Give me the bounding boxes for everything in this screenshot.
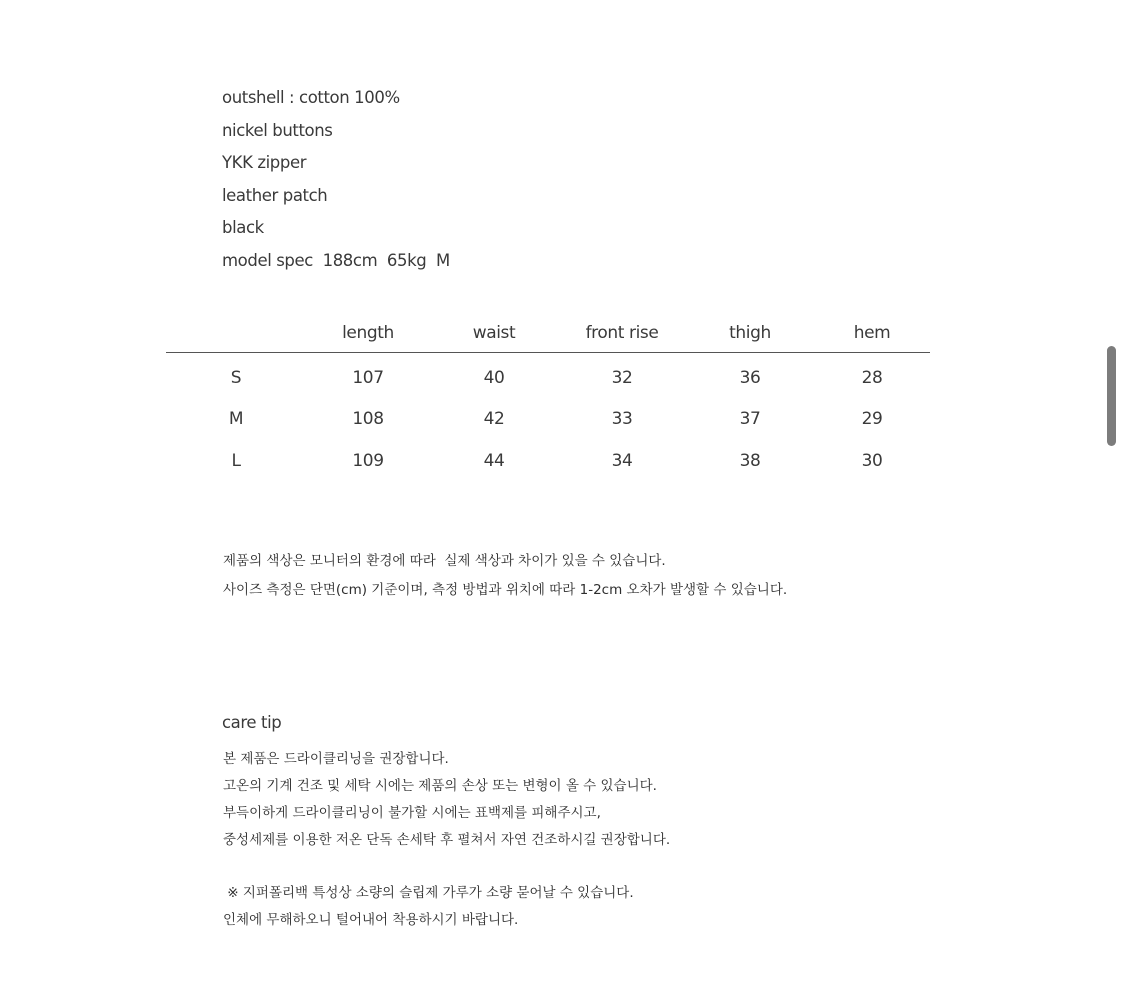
spec-patch: leather patch <box>222 185 328 205</box>
size-notice-text: 사이즈 측정은 단면(cm) 기준이며, 측정 방법과 위치에 따라 1-2cm 오차가 발생할 수 있습니다. <box>223 582 788 598</box>
size-label-cell: L <box>231 450 241 471</box>
front-rise-column-header: front rise <box>558 316 686 353</box>
front-rise-cell: 32 <box>611 367 633 388</box>
size-table-header-row <box>166 316 930 353</box>
spec-zipper: YKK zipper <box>222 153 307 172</box>
size-label-cell: S <box>230 367 242 388</box>
care-line: 고온의 기계 건조 및 세탁 시에는 제품의 손상 또는 변형이 올 수 있습니다. <box>223 778 657 794</box>
size-chart-table <box>166 316 930 482</box>
spec-buttons: nickel buttons <box>222 120 333 140</box>
scrollbar-thumb[interactable] <box>1107 346 1116 446</box>
front-rise-cell: 33 <box>611 409 633 430</box>
table-row <box>166 399 930 441</box>
waist-column-header: waist <box>430 316 558 353</box>
thigh-cell: 38 <box>739 450 761 471</box>
size-label-cell: M <box>228 409 244 430</box>
care-tip-title: care tip <box>222 713 282 732</box>
size-column-header <box>166 316 306 353</box>
spec-color: black <box>222 218 264 237</box>
thigh-column-header: thigh <box>686 316 814 353</box>
color-notice-text: 제품의 색상은 모니터의 환경에 따라 실제 색상과 차이가 있을 수 있습니다. <box>223 553 666 569</box>
thigh-cell: 36 <box>739 367 761 388</box>
spec-model: model spec 188cm 65kg M <box>222 250 450 270</box>
thigh-cell: 37 <box>739 409 761 430</box>
product-spec-list <box>222 84 450 279</box>
hem-cell: 29 <box>861 409 883 430</box>
waist-cell: 40 <box>483 367 505 388</box>
length-cell: 108 <box>352 409 384 430</box>
waist-cell: 42 <box>483 409 505 430</box>
spec-material: outshell : cotton 100% <box>222 88 400 107</box>
waist-cell: 44 <box>483 450 505 471</box>
care-instructions <box>223 747 670 855</box>
polybag-warning <box>223 881 634 935</box>
hem-cell: 30 <box>861 450 883 471</box>
care-line: 부득이하게 드라이클리닝이 불가할 시에는 표백제를 피해주시고, <box>223 805 601 821</box>
warning-line: 인체에 무해하오니 털어내어 착용하시기 바랍니다. <box>223 912 519 928</box>
care-line: 중성세제를 이용한 저온 단독 손세탁 후 펼쳐서 자연 건조하시길 권장합니다. <box>223 832 671 848</box>
table-row <box>166 353 930 399</box>
table-row <box>166 440 930 482</box>
hem-cell: 28 <box>861 367 883 388</box>
length-column-header: length <box>306 316 430 353</box>
length-cell: 107 <box>352 367 384 388</box>
front-rise-cell: 34 <box>611 450 633 471</box>
warning-line: ※ 지퍼폴리백 특성상 소량의 슬립제 가루가 소량 묻어날 수 있습니다. <box>223 885 634 901</box>
length-cell: 109 <box>352 450 384 471</box>
hem-column-header: hem <box>814 316 930 353</box>
color-size-notice <box>223 548 787 606</box>
care-line: 본 제품은 드라이클리닝을 권장합니다. <box>223 751 449 767</box>
